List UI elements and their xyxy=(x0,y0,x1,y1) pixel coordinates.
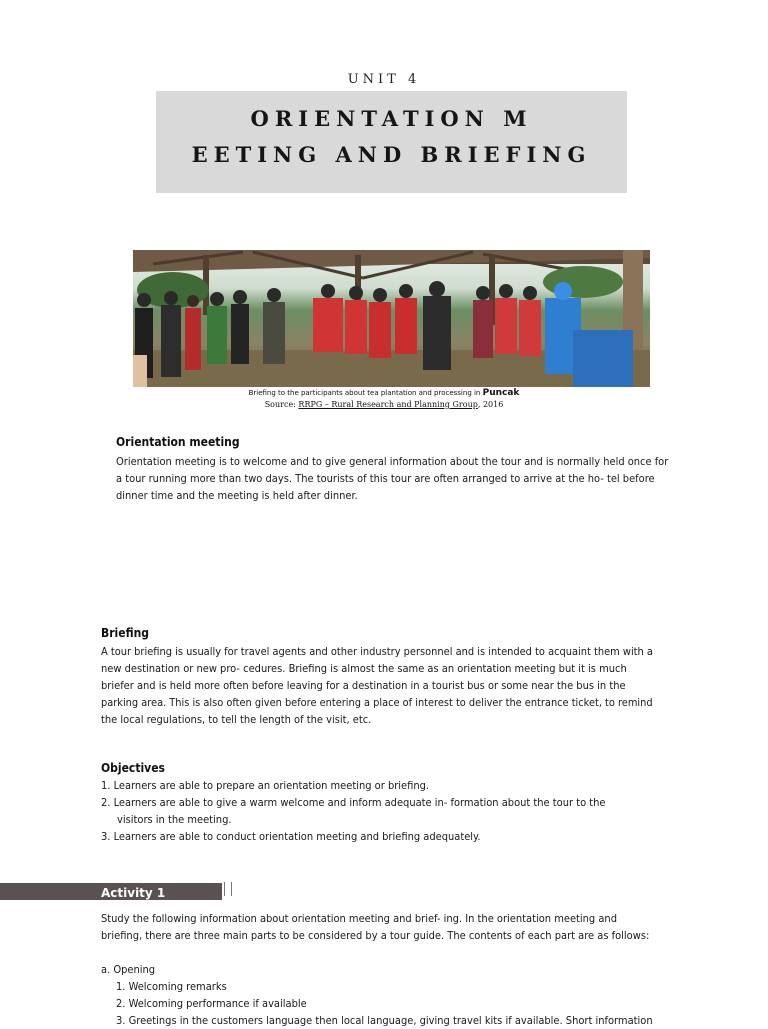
briefing-line: new destination or new pro- cedures. Briefing is almost the same as an orientation meeting but it is much xyxy=(101,662,627,675)
objective-item: 1. Learners are able to prepare an orientation meeting or briefing. xyxy=(101,779,430,792)
activity-item: 2. Welcoming performance if available xyxy=(116,997,307,1010)
activity-items xyxy=(116,978,668,1029)
orientation-heading: Orientation meeting xyxy=(116,435,240,449)
activity-divider-icon xyxy=(224,882,232,896)
activity-section-a: a. Opening xyxy=(101,963,156,976)
objectives-heading: Objectives xyxy=(101,761,165,775)
activity-item: 3. Greetings in the customers language then local language, giving travel kits if available. Short information xyxy=(116,1014,653,1027)
briefing-photo xyxy=(133,250,650,387)
objective-item-continued: visitors in the meeting. xyxy=(117,813,232,826)
briefing-heading: Briefing xyxy=(101,626,149,640)
briefing-line: parking area. This is also often given before entering a place of interest to deliver the entrance ticket, to remind xyxy=(101,696,653,709)
orientation-line: Orientation meeting is to welcome and to give general information about the tour and is normally held once for xyxy=(116,455,669,468)
photo-source-year: , 2016 xyxy=(477,400,504,409)
activity-intro-line: briefing, there are three main parts to be considered by a tour guide. The contents of each part are as follows: xyxy=(101,929,650,942)
activity-label: Activity 1 xyxy=(101,886,166,900)
photo-caption-text: Briefing to the participants about tea plantation and processing in xyxy=(248,389,483,397)
briefing-line: briefer and is held more often before leaving for a destination in a tourist bus or some near the bus in the xyxy=(101,679,626,692)
unit-label: UNIT 4 xyxy=(347,72,421,87)
photo-source xyxy=(0,400,768,409)
objective-item: 3. Learners are able to conduct orientation meeting and briefing adequately. xyxy=(101,830,481,843)
orientation-paragraph xyxy=(116,453,668,504)
objectives-list xyxy=(101,777,653,845)
title-line-1: ORIENTATION M xyxy=(250,106,533,131)
activity-item: 1. Welcoming remarks xyxy=(116,980,227,993)
photo-source-link[interactable]: RRPG – Rural Research and Planning Group xyxy=(298,400,478,409)
activity-intro xyxy=(101,910,653,944)
briefing-line: A tour briefing is usually for travel agents and other industry personnel and is intended to acquaint them with a xyxy=(101,645,653,658)
activity-intro-line: Study the following information about orientation meeting and brief- ing. In the orientation meeting and xyxy=(101,912,617,925)
title-line-2: EETING AND BRIEFING xyxy=(191,142,592,167)
orientation-line: dinner time and the meeting is held after dinner. xyxy=(116,489,358,502)
photo-caption xyxy=(0,388,768,398)
briefing-paragraph xyxy=(101,643,653,728)
orientation-line: a tour running more than two days. The tourists of this tour are often arranged to arrive at the ho- tel before xyxy=(116,472,655,485)
photo-caption-place: Puncak xyxy=(482,388,520,398)
briefing-line: the local regulations, to tell the length of the visit, etc. xyxy=(101,713,372,726)
photo-source-prefix: Source: xyxy=(264,400,299,409)
briefing-photo-illustration xyxy=(133,250,650,387)
objective-item: 2. Learners are able to give a warm welcome and inform adequate in- formation about the tour to the xyxy=(101,796,606,809)
